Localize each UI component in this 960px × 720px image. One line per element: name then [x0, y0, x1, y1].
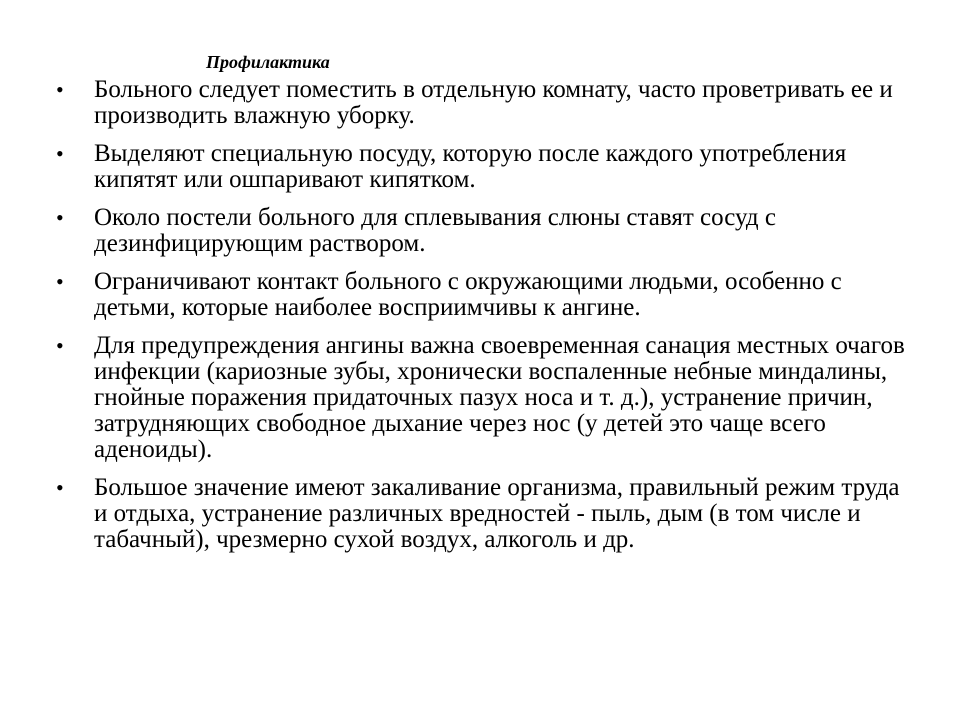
bullet-item-2: [56, 141, 906, 193]
bullet-item-6: [56, 475, 906, 553]
bullet-text: Большое значение имеют закаливание организма, правильный режим труда и отдыха, устранение различных вредностей - пыль, дым (в том числе и табачный), чрезмерно сухой воздух, алкоголь и др.: [94, 474, 900, 553]
bullet-item-1: [56, 77, 906, 129]
bullet-dot-icon: •: [56, 77, 64, 102]
bullet-dot-icon: •: [56, 205, 64, 230]
bullet-dot-icon: •: [56, 269, 64, 294]
bullet-text: Выделяют специальную посуду, которую после каждого употребления кипятят или ошпаривают кипятком.: [94, 140, 847, 193]
bullet-text: Больного следует поместить в отдельную комнату, часто проветривать ее и производить влажную уборку.: [94, 76, 893, 129]
bullet-dot-icon: •: [56, 475, 64, 500]
bullet-dot-icon: •: [56, 333, 64, 358]
bullet-dot-icon: •: [56, 141, 64, 166]
bullet-item-5: [56, 333, 906, 463]
bullet-item-3: [56, 205, 906, 257]
bullet-text: Около постели больного для сплевывания слюны ставят сосуд с дезинфицирующим раствором.: [94, 204, 776, 257]
bullet-text: Ограничивают контакт больного с окружающими людьми, особенно с детьми, которые наиболее восприимчивы к ангине.: [94, 268, 842, 321]
bullet-item-4: [56, 269, 906, 321]
bullet-list: [56, 77, 906, 565]
slide-title: Профилактика: [206, 52, 330, 72]
bullet-text: Для предупреждения ангины важна своевременная санация местных очагов инфекции (кариозные зубы, хронически воспаленные небные миндалины, гнойные поражения придаточных пазух носа и т. д.), устранение причин, затрудняющих свободное дыхание через нос (у детей это чаще всего аденоиды).: [94, 332, 905, 463]
